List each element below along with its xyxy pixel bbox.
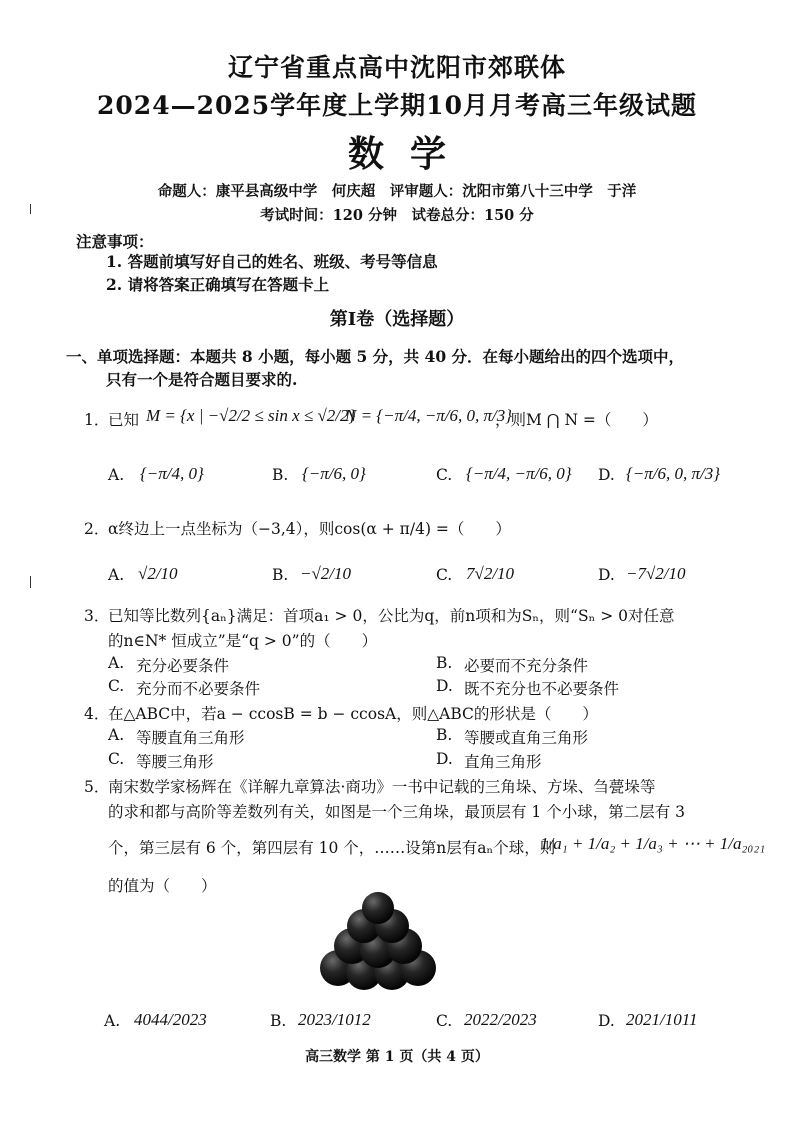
page-footer: 高三数学 第 1 页（共 4 页） [305, 1049, 489, 1065]
q3-option-a-value: 充分必要条件 [136, 657, 230, 675]
q3-option-d-value: 既不充分也不必要条件 [464, 680, 620, 698]
notice-title: 注意事项： [76, 232, 154, 251]
q2-option-d-value: −7√2/10 [626, 564, 686, 583]
q1-prefix: 已知 [108, 411, 140, 429]
q2-option-d-label: D. [598, 566, 615, 584]
q5-sum-expression: 1/a₁ + 1/a₂ + 1/a₃ + ⋯ + 1/a₂₀₂₁ [540, 834, 766, 853]
q5-number: 5． [84, 778, 110, 796]
pile-balls [320, 892, 436, 990]
q5-option-c-value: 2022/2023 [464, 1010, 537, 1029]
q4-number: 4． [84, 705, 110, 723]
q3-line2: 的n∈N* 恒成立”是“q > 0”的（ ） [108, 632, 378, 650]
q4-option-a-value: 等腰直角三角形 [136, 729, 245, 747]
q4-option-d-label: D. [436, 750, 453, 768]
q5-option-a-value: 4044/2023 [134, 1010, 207, 1029]
section-heading-line1: 一、单项选择题：本题共 8 小题，每小题 5 分，共 40 分．在每小题给出的四个选项中， [66, 347, 685, 366]
q1-option-c-label: C. [436, 466, 453, 484]
q4-option-c-label: C. [108, 750, 125, 768]
q5-line2: 的求和都与高阶等差数列有关，如图是一个三角垛，最顶层有 1 个小球，第二层有 3 [108, 803, 686, 821]
q1-question: ，则M ⋂ N =（ ） [495, 411, 658, 429]
q5-option-d-label: D. [598, 1012, 615, 1030]
q1-option-d-label: D. [598, 466, 615, 484]
q3-option-c-label: C. [108, 677, 125, 695]
q4-option-a-label: A. [108, 726, 125, 744]
q3-option-c-value: 充分而不必要条件 [136, 680, 261, 698]
q1-number: 1． [84, 411, 110, 429]
q5-option-d-value: 2021/1011 [626, 1010, 698, 1029]
q3-option-b-value: 必要而不充分条件 [464, 657, 589, 675]
q1-option-b-label: B. [272, 466, 289, 484]
q5-line3: 个，第三层有 6 个，第四层有 10 个，……设第n层有aₙ个球，则 [108, 839, 556, 857]
q1-option-d-value: {−π/6, 0, π/3} [626, 464, 721, 483]
volume-title: 第Ⅰ卷（选择题） [329, 309, 465, 330]
scan-mark [30, 204, 31, 214]
q2-option-b-label: B. [272, 566, 289, 584]
q3-option-b-label: B. [436, 654, 453, 672]
q1-option-a-label: A. [108, 466, 125, 484]
scan-mark [30, 576, 31, 588]
q5-line1: 南宋数学家杨辉在《详解九章算法·商功》一书中记载的三角垛、方垛、刍甍垛等 [108, 778, 656, 796]
q2-option-a-value: √2/10 [138, 564, 178, 583]
q3-option-a-label: A. [108, 654, 125, 672]
q2-option-c-value: 7√2/10 [466, 564, 515, 583]
q5-option-b-label: B. [270, 1012, 287, 1030]
q3-number: 3． [84, 607, 110, 625]
authors-line: 命题人：康平县高级中学 何庆超 评审题人：沈阳市第八十三中学 于洋 [157, 183, 637, 200]
q4-question: 在△ABC中，若a − ccosB = b − ccosA，则△ABC的形状是（ ） [108, 705, 598, 723]
q4-option-d-value: 直角三角形 [464, 753, 542, 771]
time-score-line: 考试时间：120 分钟 试卷总分：150 分 [260, 207, 534, 224]
q5-option-a-label: A. [104, 1012, 121, 1030]
q2-option-b-value: −√2/10 [300, 564, 352, 583]
q1-set-n: N = {−π/4, −π/6, 0, π/3} [345, 406, 513, 425]
q2-option-a-label: A. [108, 566, 125, 584]
q5-line4: 的值为（ ） [108, 877, 217, 895]
q1-option-c-value: {−π/4, −π/6, 0} [466, 464, 572, 483]
triangular-pile-figure [318, 892, 440, 992]
q1-set-m: M = {x | −√2/2 ≤ sin x ≤ √2/2} [146, 406, 356, 425]
school-title: 辽宁省重点高中沈阳市郊联体 [227, 53, 566, 82]
notice-item-2: 2. 请将答案正确填写在答题卡上 [106, 275, 330, 294]
q3-option-d-label: D. [436, 677, 453, 695]
q5-option-c-label: C. [436, 1012, 453, 1030]
q3-line1: 已知等比数列{aₙ}满足：首项a₁ > 0，公比为q，前n项和为Sₙ，则“Sₙ > 0对任意 [108, 607, 675, 625]
q5-option-b-value: 2023/1012 [298, 1010, 371, 1029]
subject-title: 数学 [347, 133, 472, 175]
exam-title: 2024—2025学年度上学期10月月考高三年级试题 [97, 91, 697, 120]
q2-number: 2． [84, 520, 110, 538]
q2-question: α终边上一点坐标为（−3,4），则cos(α + π/4) =（ ） [108, 520, 511, 538]
section-heading-line2: 只有一个是符合题目要求的. [106, 370, 298, 389]
q4-option-c-value: 等腰三角形 [136, 753, 214, 771]
notice-item-1: 1. 答题前填写好自己的姓名、班级、考号等信息 [106, 252, 438, 271]
q1-option-b-value: {−π/6, 0} [302, 464, 366, 483]
q4-option-b-value: 等腰或直角三角形 [464, 729, 589, 747]
q4-option-b-label: B. [436, 726, 453, 744]
q1-option-a-value: {−π/4, 0} [140, 464, 204, 483]
q2-option-c-label: C. [436, 566, 453, 584]
